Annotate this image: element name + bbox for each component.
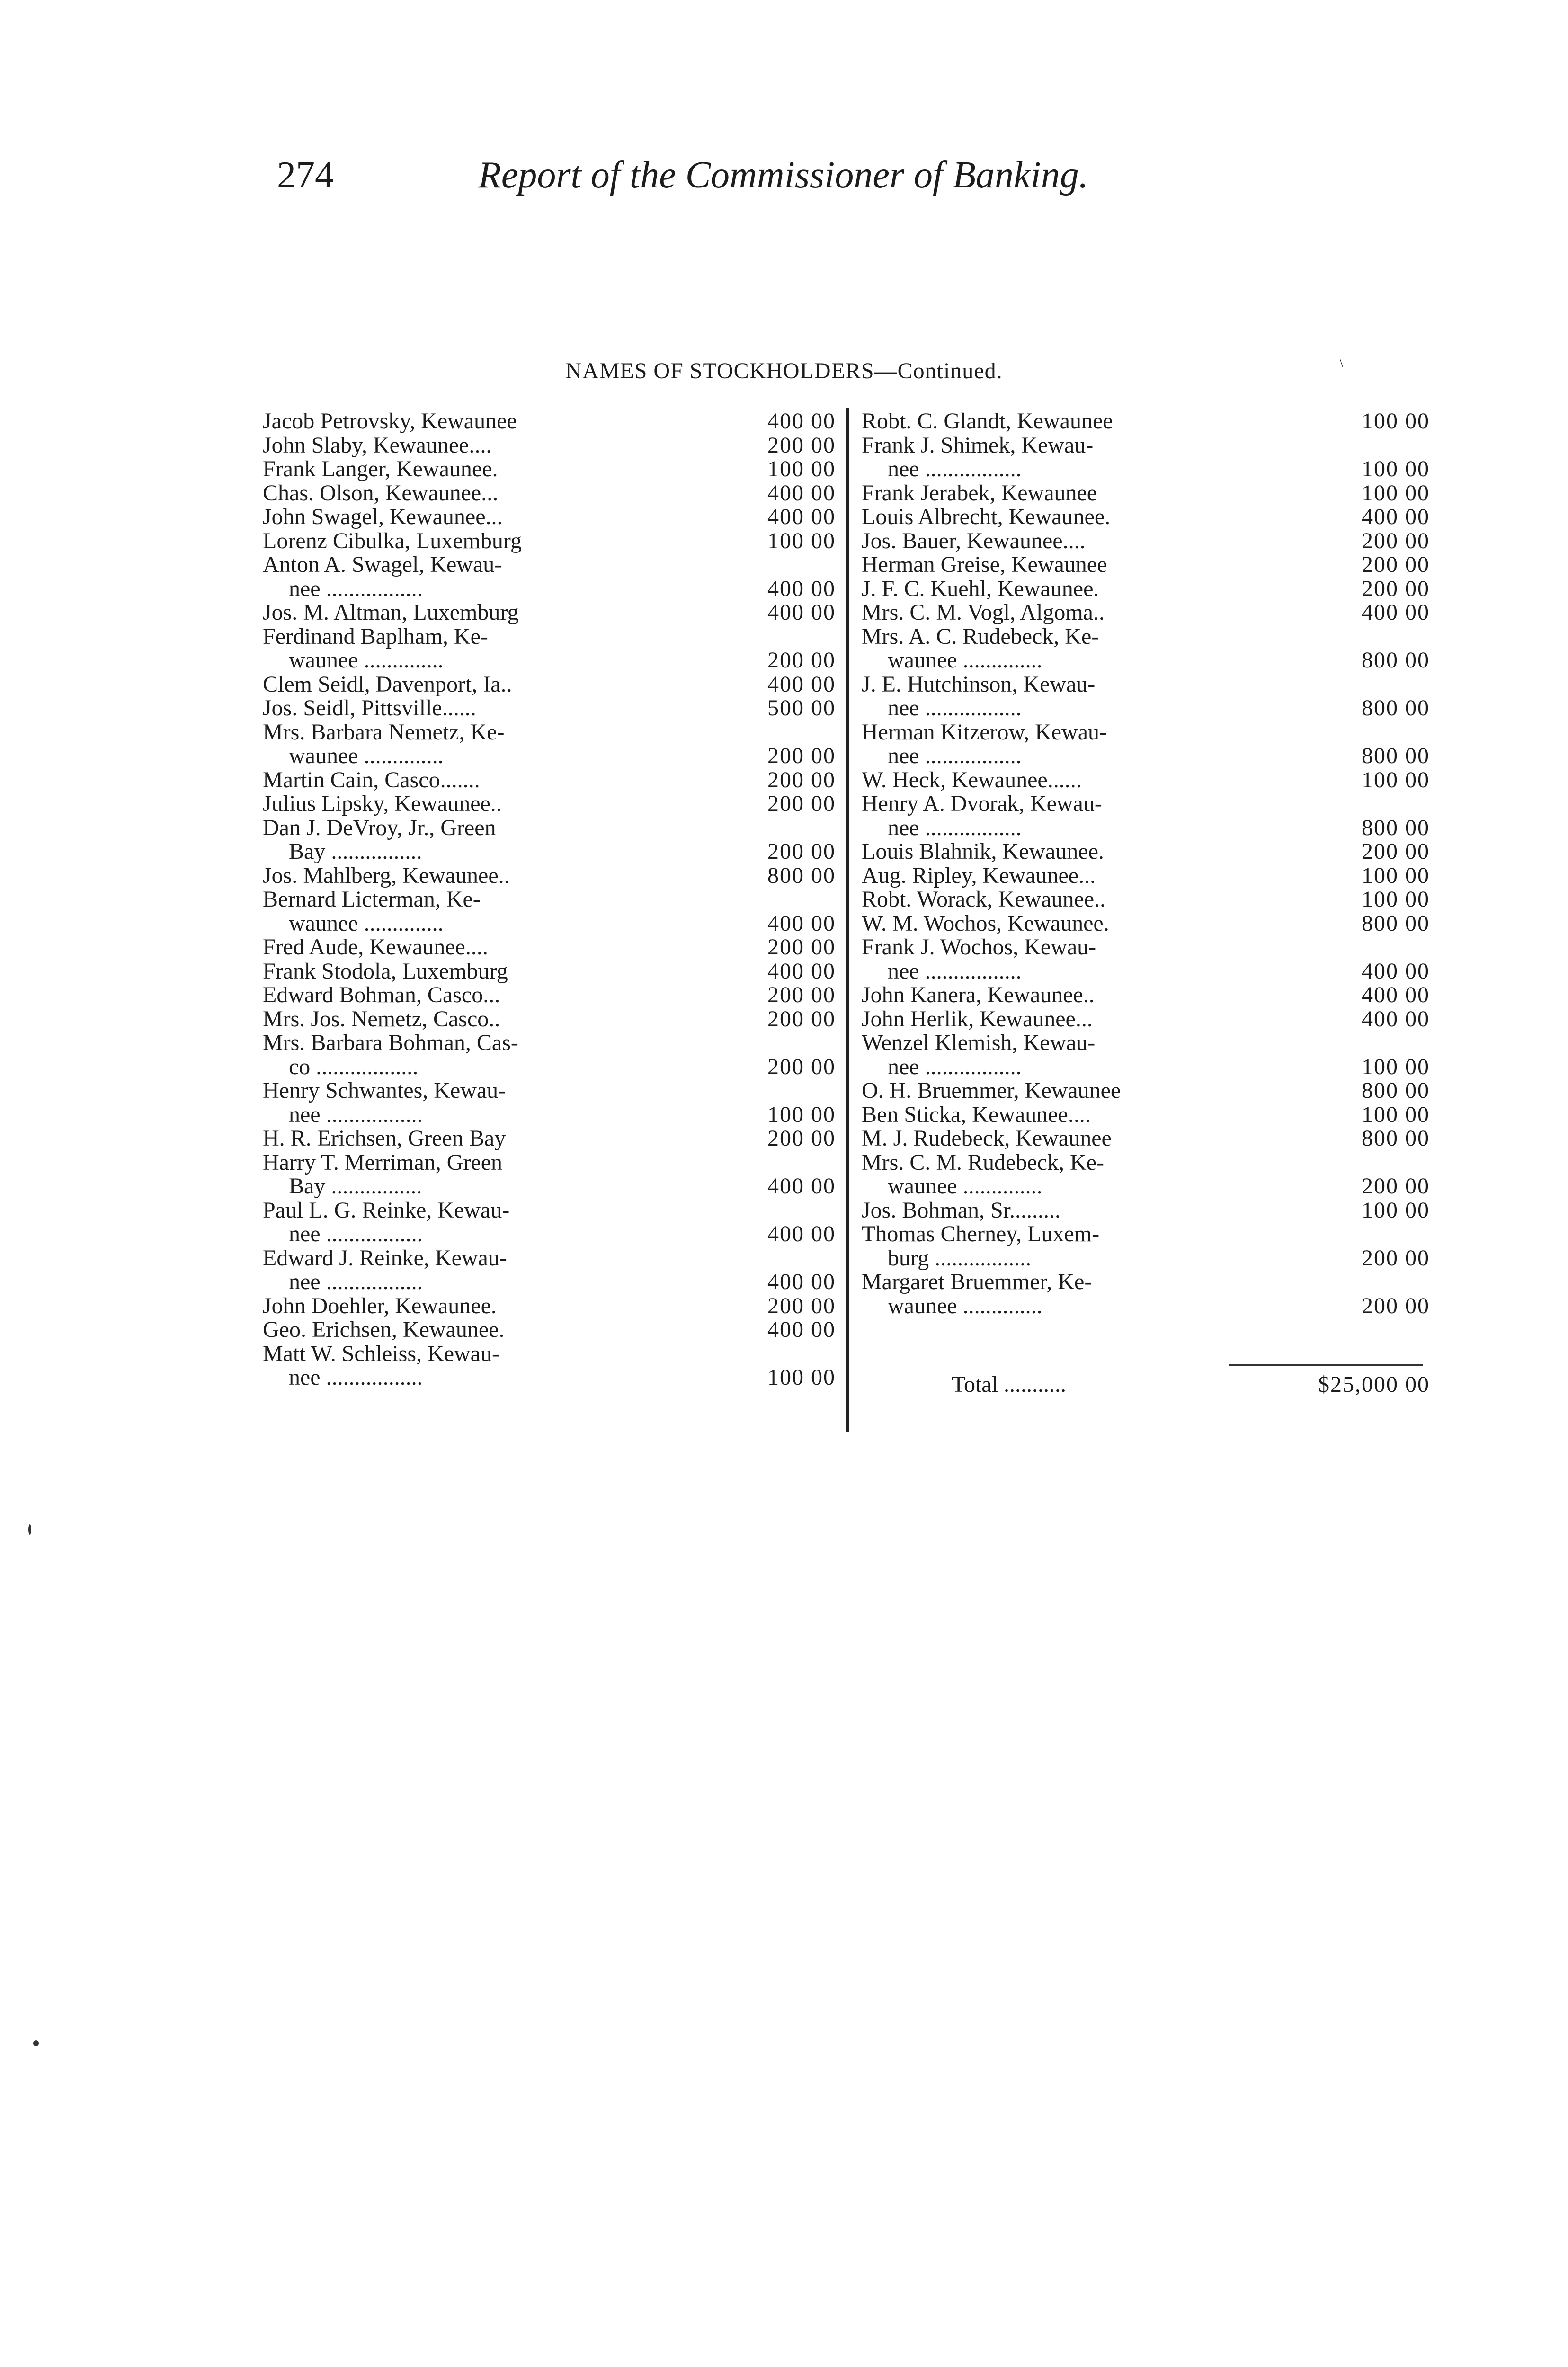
stockholder-name: Dan J. DeVroy, Jr., Green <box>263 816 496 840</box>
stockholder-name: Jacob Petrovsky, Kewaunee <box>263 409 517 434</box>
stockholder-amount <box>1326 1151 1430 1175</box>
stockholder-row <box>862 1127 1430 1151</box>
stockholder-amount <box>1326 1222 1430 1246</box>
total-amount: $25,000 00 <box>1318 1372 1430 1397</box>
stockholder-row <box>263 1222 836 1246</box>
stockholder-amount: 200 00 <box>767 433 836 457</box>
stockholder-row <box>263 649 836 673</box>
stockholder-name: Louis Albrecht, Kewaunee. <box>862 505 1111 529</box>
stockholder-name: Ferdinand Baplham, Ke- <box>263 624 488 649</box>
stockholder-name: Mrs. C. M. Vogl, Algoma.. <box>862 601 1105 625</box>
stockholder-amount <box>736 625 836 649</box>
stockholder-row <box>263 1103 836 1127</box>
stockholder-name: nee ................. <box>888 457 1022 481</box>
stockholder-amount: 800 00 <box>1362 1079 1430 1103</box>
stockholder-amount <box>1326 434 1430 458</box>
stockholder-name: Bernard Licterman, Ke- <box>263 888 481 912</box>
stockholder-row <box>862 649 1430 673</box>
stockholder-amount: 100 00 <box>767 1366 836 1390</box>
stockholder-name: nee ................. <box>888 959 1022 983</box>
stockholder-name: John Slaby, Kewaunee.... <box>263 433 492 457</box>
stockholder-name: O. H. Bruemmer, Kewaunee <box>862 1079 1121 1103</box>
stockholders-right-column <box>862 409 1430 1318</box>
stockholder-amount: 200 00 <box>767 792 836 816</box>
stockholder-name: nee ................. <box>888 816 1022 840</box>
stockholder-amount <box>1326 625 1430 649</box>
stockholder-amount: 200 00 <box>1362 1246 1430 1270</box>
stockholder-row <box>263 721 836 745</box>
stockholder-amount: 400 00 <box>767 672 836 696</box>
stockholder-row <box>263 481 836 506</box>
stockholder-row <box>862 457 1430 481</box>
stockholder-amount: 400 00 <box>1362 959 1430 983</box>
stockholder-name: Mrs. Jos. Nemetz, Casco.. <box>263 1007 500 1031</box>
stockholder-row <box>862 744 1430 768</box>
stockholder-name: John Swagel, Kewaunee... <box>263 505 503 529</box>
stockholder-name: waunee .............. <box>888 1294 1042 1318</box>
stockholder-name: J. E. Hutchinson, Kewau- <box>862 672 1096 696</box>
stockholder-row <box>862 721 1430 745</box>
stockholder-name: Robt. Worack, Kewaunee.. <box>862 888 1106 912</box>
column-divider <box>846 408 849 1432</box>
stockholder-row <box>862 625 1430 649</box>
stockholder-amount <box>736 888 836 912</box>
stockholder-amount: 400 00 <box>767 959 836 983</box>
stockholder-amount: 400 00 <box>1362 505 1430 529</box>
stockholder-row <box>862 481 1430 506</box>
stockholder-row <box>862 1294 1430 1318</box>
total-label: Total ........... <box>952 1373 1066 1397</box>
stockholder-name: Edward Bohman, Casco... <box>263 983 500 1007</box>
stockholder-name: Henry A. Dvorak, Kewau- <box>862 792 1102 816</box>
stockholder-row <box>263 1079 836 1103</box>
stockholder-name: J. F. C. Kuehl, Kewaunee. <box>862 577 1099 601</box>
stockholder-row <box>263 816 836 840</box>
stockholder-row <box>862 1270 1430 1294</box>
stockholder-name: Geo. Erichsen, Kewaunee. <box>263 1318 505 1342</box>
stockholder-row <box>263 1151 836 1175</box>
stockholder-amount: 200 00 <box>767 983 836 1007</box>
stockholder-name: Jos. M. Altman, Luxemburg <box>263 601 519 625</box>
stockholder-amount: 200 00 <box>767 1127 836 1151</box>
stockholder-row <box>862 1222 1430 1246</box>
stockholder-name: Wenzel Klemish, Kewau- <box>862 1031 1096 1055</box>
stockholder-name: waunee .............. <box>289 649 444 673</box>
stockholder-amount: 800 00 <box>1362 911 1430 935</box>
stockholder-name: waunee .............. <box>888 649 1042 673</box>
stockholder-amount: 500 00 <box>767 696 836 721</box>
stockholder-row <box>263 553 836 577</box>
stockholder-row <box>263 1199 836 1223</box>
stockholder-row <box>263 744 836 768</box>
stockholder-name: Mrs. A. C. Rudebeck, Ke- <box>862 624 1099 649</box>
stockholder-row <box>263 1175 836 1199</box>
stockholder-amount: 400 00 <box>767 1175 836 1199</box>
stockholder-name: Mrs. C. M. Rudebeck, Ke- <box>862 1150 1104 1175</box>
stockholder-name: Clem Seidl, Davenport, Ia.. <box>263 672 512 696</box>
stockholder-name: H. R. Erichsen, Green Bay <box>263 1127 506 1151</box>
stockholder-row <box>263 434 836 458</box>
stockholder-amount: 100 00 <box>767 529 836 553</box>
stockholder-name: Jos. Bauer, Kewaunee.... <box>862 529 1086 553</box>
stockholder-row <box>263 1031 836 1055</box>
stockholder-name: Anton A. Swagel, Kewau- <box>263 553 502 577</box>
stockholder-name: Thomas Cherney, Luxem- <box>862 1222 1100 1246</box>
stockholder-row <box>862 768 1430 792</box>
stockholder-amount <box>1326 1031 1430 1055</box>
stockholder-name: Margaret Bruemmer, Ke- <box>862 1270 1092 1294</box>
stockholder-row <box>862 912 1430 936</box>
stockholder-row <box>263 888 836 912</box>
stockholder-row <box>263 1246 836 1271</box>
stockholder-amount: 200 00 <box>767 744 836 768</box>
stockholder-row <box>862 935 1430 960</box>
stockholder-row <box>263 792 836 816</box>
scan-speck <box>28 1524 31 1535</box>
stockholder-name: Frank Langer, Kewaunee. <box>263 457 498 481</box>
stockholder-amount: 200 00 <box>767 935 836 960</box>
stockholder-amount: 100 00 <box>1362 863 1430 888</box>
stockholder-row <box>862 529 1430 553</box>
stockholder-name: Matt W. Schleiss, Kewau- <box>263 1342 499 1366</box>
stockholder-row <box>862 1199 1430 1223</box>
stockholder-row <box>862 840 1430 864</box>
stockholder-row <box>263 1294 836 1318</box>
stockholder-amount: 800 00 <box>767 863 836 888</box>
stockholder-amount: 800 00 <box>1362 1127 1430 1151</box>
stockholder-amount: 200 00 <box>1362 577 1430 601</box>
stockholder-row <box>862 1055 1430 1079</box>
section-heading <box>0 357 1568 383</box>
stockholder-row <box>263 601 836 625</box>
stockholder-amount <box>1326 673 1430 697</box>
stockholder-name: Jos. Mahlberg, Kewaunee.. <box>263 863 510 888</box>
stockholder-row <box>263 864 836 888</box>
stockholder-name: Jos. Bohman, Sr......... <box>862 1198 1061 1222</box>
stockholder-row <box>263 768 836 792</box>
stockholder-amount: 400 00 <box>1362 983 1430 1007</box>
stockholder-amount: 200 00 <box>767 768 836 792</box>
stockholder-name: Frank J. Shimek, Kewau- <box>862 433 1094 457</box>
stockholder-amount <box>736 816 836 840</box>
stockholder-amount: 400 00 <box>1362 1007 1430 1031</box>
page-number: 274 <box>277 154 334 196</box>
stockholder-name: Martin Cain, Casco....... <box>263 768 480 792</box>
stockholder-row <box>263 673 836 697</box>
stockholder-amount <box>1326 721 1430 745</box>
stockholder-amount: 400 00 <box>767 601 836 625</box>
stockholder-row <box>862 1246 1430 1271</box>
stockholder-row <box>862 1031 1430 1055</box>
stockholder-row <box>263 577 836 601</box>
stockholder-row <box>263 1366 836 1390</box>
stockholder-row <box>263 529 836 553</box>
stockholder-name: W. Heck, Kewaunee...... <box>862 768 1082 792</box>
stockholder-name: Jos. Seidl, Pittsville...... <box>263 696 476 721</box>
stockholder-name: nee ................. <box>289 1366 423 1390</box>
stockholder-amount: 800 00 <box>1362 816 1430 840</box>
stockholder-row <box>862 816 1430 840</box>
stockholder-amount <box>736 1199 836 1223</box>
stockholder-row <box>862 696 1430 721</box>
running-head: Report of the Commissioner of Banking. <box>478 154 1088 196</box>
stockholder-amount: 200 00 <box>767 649 836 673</box>
stockholder-row <box>862 864 1430 888</box>
stockholder-name: waunee .............. <box>888 1175 1042 1199</box>
stockholder-amount: 200 00 <box>767 1294 836 1318</box>
section-title: NAMES OF STOCKHOLDERS—Continued. <box>565 358 1003 383</box>
stockholder-name: Louis Blahnik, Kewaunee. <box>862 840 1104 864</box>
stockholder-row <box>263 505 836 529</box>
stray-mark: \ <box>1340 357 1344 370</box>
total-rule <box>1229 1364 1423 1366</box>
stockholder-name: nee ................. <box>289 1222 423 1246</box>
stockholder-name: burg ................. <box>888 1246 1032 1270</box>
stockholder-amount <box>736 553 836 577</box>
stockholder-amount <box>736 1246 836 1271</box>
stockholder-amount: 800 00 <box>1362 696 1430 721</box>
stockholder-amount <box>1326 1270 1430 1294</box>
stockholder-row <box>862 505 1430 529</box>
stockholder-amount: 200 00 <box>767 1007 836 1031</box>
stockholder-amount: 800 00 <box>1362 649 1430 673</box>
stockholder-row <box>263 912 836 936</box>
stockholder-name: nee ................. <box>888 744 1022 768</box>
stockholder-name: W. M. Wochos, Kewaunee. <box>862 911 1109 935</box>
stockholder-name: Harry T. Merriman, Green <box>263 1150 503 1175</box>
stockholder-amount: 100 00 <box>767 457 836 481</box>
stockholder-row <box>862 553 1430 577</box>
stockholder-name: Ben Sticka, Kewaunee.... <box>862 1103 1091 1127</box>
stockholder-row <box>263 696 836 721</box>
stockholder-name: Julius Lipsky, Kewaunee.. <box>263 792 502 816</box>
stockholder-amount: 400 00 <box>767 481 836 505</box>
stockholder-row <box>263 409 836 434</box>
stockholder-amount: 100 00 <box>1362 1198 1430 1222</box>
total-row <box>862 1373 1430 1397</box>
stockholder-row <box>263 960 836 984</box>
stockholder-amount: 100 00 <box>1362 1055 1430 1079</box>
stockholder-name: Fred Aude, Kewaunee.... <box>263 935 488 960</box>
stockholder-row <box>862 577 1430 601</box>
stockholder-row <box>862 434 1430 458</box>
stockholder-name: Chas. Olson, Kewaunee... <box>263 481 499 505</box>
stockholder-name: John Kanera, Kewaunee.. <box>862 983 1095 1007</box>
stockholder-amount <box>1326 935 1430 960</box>
stockholder-amount: 200 00 <box>1362 553 1430 577</box>
stockholder-name: John Herlik, Kewaunee... <box>862 1007 1093 1031</box>
stockholder-name: waunee .............. <box>289 744 444 768</box>
stockholder-name: Frank J. Wochos, Kewau- <box>862 935 1096 960</box>
stockholder-amount <box>736 721 836 745</box>
stockholder-row <box>862 888 1430 912</box>
stockholder-name: Herman Kitzerow, Kewau- <box>862 720 1107 744</box>
stockholder-name: M. J. Rudebeck, Kewaunee <box>862 1127 1112 1151</box>
stockholder-row <box>862 792 1430 816</box>
stockholder-name: Frank Jerabek, Kewaunee <box>862 481 1097 505</box>
stockholder-amount: 100 00 <box>1362 409 1430 434</box>
stockholder-amount <box>1326 792 1430 816</box>
stockholder-amount: 400 00 <box>1362 601 1430 625</box>
stockholder-row <box>862 409 1430 434</box>
stockholder-amount: 400 00 <box>767 1270 836 1294</box>
stockholders-left-column <box>263 409 836 1390</box>
stockholder-amount <box>736 1151 836 1175</box>
stockholder-amount: 100 00 <box>1362 1103 1430 1127</box>
stockholder-name: John Doehler, Kewaunee. <box>263 1294 497 1318</box>
stockholder-row <box>263 983 836 1007</box>
stockholder-amount: 200 00 <box>1362 529 1430 553</box>
stockholder-amount: 400 00 <box>767 1318 836 1342</box>
stockholder-name: co .................. <box>289 1055 419 1079</box>
scan-speck <box>33 2040 39 2046</box>
stockholder-name: Mrs. Barbara Nemetz, Ke- <box>263 720 505 744</box>
stockholder-row <box>263 1007 836 1032</box>
stockholder-row <box>862 673 1430 697</box>
stockholder-name: Mrs. Barbara Bohman, Cas- <box>263 1031 518 1055</box>
stockholder-amount <box>736 1031 836 1055</box>
stockholder-name: nee ................. <box>888 1055 1022 1079</box>
stockholder-row <box>263 457 836 481</box>
stockholder-row <box>862 1007 1430 1032</box>
stockholder-amount: 400 00 <box>767 505 836 529</box>
stockholder-amount: 100 00 <box>767 1103 836 1127</box>
stockholder-row <box>263 1055 836 1079</box>
stockholder-row <box>263 625 836 649</box>
stockholder-amount <box>736 1342 836 1366</box>
stockholder-row <box>263 935 836 960</box>
stockholder-amount: 200 00 <box>767 840 836 864</box>
stockholder-row <box>263 1318 836 1342</box>
stockholder-name: Aug. Ripley, Kewaunee... <box>862 863 1096 888</box>
stockholder-amount: 400 00 <box>767 911 836 935</box>
stockholder-name: Paul L. G. Reinke, Kewau- <box>263 1198 510 1222</box>
stockholder-amount: 200 00 <box>1362 1294 1430 1318</box>
stockholder-amount: 200 00 <box>1362 1175 1430 1199</box>
stockholder-row <box>263 1127 836 1151</box>
stockholder-amount: 100 00 <box>1362 481 1430 505</box>
stockholder-name: Bay ................ <box>289 840 422 864</box>
stockholder-amount: 400 00 <box>767 1222 836 1246</box>
stockholder-name: Lorenz Cibulka, Luxemburg <box>263 529 522 553</box>
stockholder-amount: 800 00 <box>1362 744 1430 768</box>
stockholder-row <box>862 1079 1430 1103</box>
stockholder-row <box>862 1103 1430 1127</box>
stockholder-amount: 100 00 <box>1362 457 1430 481</box>
stockholder-row <box>263 1342 836 1366</box>
stockholder-row <box>862 960 1430 984</box>
stockholder-name: Henry Schwantes, Kewau- <box>263 1079 506 1103</box>
stockholder-amount: 400 00 <box>767 409 836 434</box>
stockholder-row <box>862 983 1430 1007</box>
stockholder-name: Robt. C. Glandt, Kewaunee <box>862 409 1113 434</box>
stockholder-row <box>263 1270 836 1294</box>
stockholder-row <box>862 601 1430 625</box>
stockholder-name: Bay ................ <box>289 1175 422 1199</box>
stockholder-name: nee ................. <box>289 577 423 601</box>
stockholder-name: waunee .............. <box>289 911 444 935</box>
stockholder-row <box>862 1151 1430 1175</box>
stockholder-row <box>263 840 836 864</box>
stockholder-name: nee ................. <box>289 1103 423 1127</box>
stockholder-name: Frank Stodola, Luxemburg <box>263 959 508 983</box>
stockholder-name: nee ................. <box>888 696 1022 721</box>
stockholder-name: Herman Greise, Kewaunee <box>862 553 1107 577</box>
stockholder-amount <box>736 1079 836 1103</box>
stockholder-name: Edward J. Reinke, Kewau- <box>263 1246 507 1270</box>
stockholder-amount: 100 00 <box>1362 888 1430 912</box>
stockholder-amount: 200 00 <box>1362 840 1430 864</box>
stockholder-amount: 100 00 <box>1362 768 1430 792</box>
stockholder-row <box>862 1175 1430 1199</box>
stockholder-amount: 200 00 <box>767 1055 836 1079</box>
stockholder-amount: 400 00 <box>767 577 836 601</box>
stockholder-name: nee ................. <box>289 1270 423 1294</box>
